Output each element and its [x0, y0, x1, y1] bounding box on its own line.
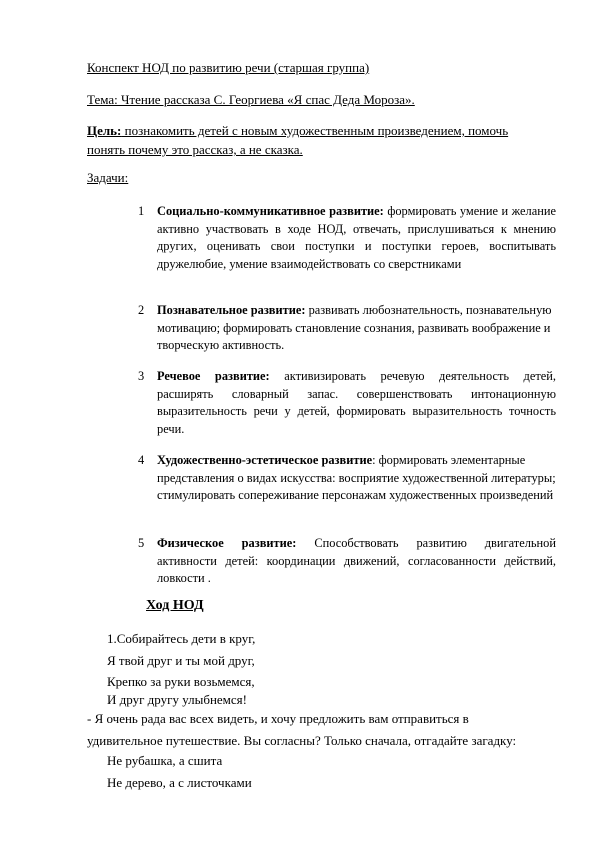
task-text: активизировать речевую деятельность детей, расширять словарный запас. совершенствовать интонационную выразительность речи у детей, формировать выразительность точность речи. [157, 369, 557, 436]
task-item [138, 368, 556, 438]
task-number: 5 [138, 536, 145, 550]
task-number: 3 [138, 369, 145, 383]
task-item [138, 203, 556, 273]
task-heading: Речевое развитие: [157, 369, 270, 383]
verse-line: 1.Собирайтесь дети в круг, [107, 631, 256, 646]
task-text: формировать умение и желание активно участвовать в ходе НОД, отвечать, прислушиваться к мнению других, оценивать свои поступки и поступки героев, воспитывать дружелюбие, умение взаимодействовать со сверстниками [157, 204, 556, 271]
task-item [138, 452, 556, 505]
task-number: 4 [138, 453, 145, 467]
document-goal [87, 121, 517, 159]
task-text: развивать любознательность, познавательную мотивацию; формировать становление сознания, развивать воображение и творческую активность. [157, 303, 552, 352]
goal-text: познакомить детей с новым художественным произведением, помочь понять почему это рассказ, а не сказка. [87, 123, 509, 157]
tasks-label: Задачи: [87, 170, 129, 185]
verse-line: Я твой друг и ты мой друг, [107, 653, 255, 668]
task-text: : формировать элементарные представления о видах искусства: восприятие художественной литературы; стимулировать сопереживание персонажам художественных произведений [157, 453, 556, 502]
riddle-line: Не рубашка, а сшита [107, 753, 223, 768]
task-item [138, 535, 556, 588]
document-topic: Тема: Чтение рассказа С. Георгиева «Я спас Деда Мороза». [87, 92, 415, 107]
verse-line: И друг другу улыбнемся! [107, 692, 247, 707]
task-number: 1 [138, 204, 145, 218]
document-title: Конспект НОД по развитию речи (старшая группа) [87, 60, 370, 75]
goal-label: Цель: [87, 123, 122, 138]
task-heading: Социально-коммуникативное развитие: [157, 204, 384, 218]
task-heading: Физическое развитие: [157, 536, 297, 550]
task-number: 2 [138, 303, 145, 317]
verse-line: Крепко за руки возьмемся, [107, 674, 255, 689]
task-item [138, 302, 556, 355]
course-title: Ход НОД [146, 598, 204, 613]
teacher-speech: - Я очень рада вас всех видеть, и хочу предложить вам отправиться в удивительное путешествие. Вы согласны? Только сначала, отгадайте загадку: [87, 711, 517, 748]
riddle-line: Не дерево, а с листочками [107, 775, 252, 790]
task-heading: Художественно-эстетическое развитие [157, 453, 373, 467]
task-text: Способствовать развитию двигательной активности детей: координации движений, согласованности действий, ловкости . [157, 536, 556, 585]
task-heading: Познавательное развитие: [157, 303, 306, 317]
